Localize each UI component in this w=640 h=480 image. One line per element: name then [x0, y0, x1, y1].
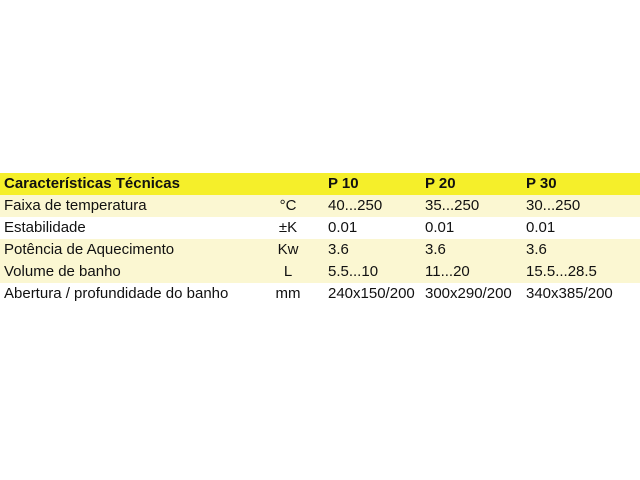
table-row-bath-opening-depth — [0, 283, 640, 305]
row-label: Potência de Aquecimento — [4, 241, 175, 258]
row-value-p10: 0.01 — [328, 219, 358, 236]
row-value-p20: 300x290/200 — [425, 285, 512, 302]
header-model-p10: P 10 — [328, 175, 359, 192]
row-label: Abertura / profundidade do banho — [4, 285, 229, 302]
row-value-p30: 3.6 — [526, 241, 547, 258]
row-value-p10: 3.6 — [328, 241, 349, 258]
header-model-p20: P 20 — [425, 175, 456, 192]
row-label: Estabilidade — [4, 219, 86, 236]
row-unit: mm — [275, 285, 301, 302]
row-value-p10: 40...250 — [328, 197, 383, 214]
row-value-p20: 35...250 — [425, 197, 480, 214]
row-label: Volume de banho — [4, 263, 121, 280]
row-unit: L — [283, 263, 293, 280]
row-value-p10: 240x150/200 — [328, 285, 415, 302]
row-value-p10: 5.5...10 — [328, 263, 379, 280]
row-value-p30: 340x385/200 — [526, 285, 613, 302]
header-unit — [248, 173, 328, 195]
table-header-row — [0, 173, 640, 195]
header-title: Características Técnicas — [4, 175, 180, 192]
row-unit: ±K — [278, 219, 298, 236]
table-row-temperature-range — [0, 195, 640, 217]
row-value-p20: 11...20 — [425, 263, 470, 280]
header-model-p30: P 30 — [526, 175, 557, 192]
table-row-heating-power — [0, 239, 640, 261]
table-row-stability — [0, 217, 640, 239]
row-unit: Kw — [277, 241, 299, 258]
table-row-bath-volume — [0, 261, 640, 283]
row-value-p30: 15.5...28.5 — [526, 263, 597, 280]
technical-specs-table — [0, 173, 640, 305]
row-value-p20: 3.6 — [425, 241, 446, 258]
row-label: Faixa de temperatura — [4, 197, 147, 214]
row-value-p20: 0.01 — [425, 219, 455, 236]
row-unit: °C — [279, 197, 297, 214]
row-value-p30: 0.01 — [526, 219, 556, 236]
row-value-p30: 30...250 — [526, 197, 581, 214]
